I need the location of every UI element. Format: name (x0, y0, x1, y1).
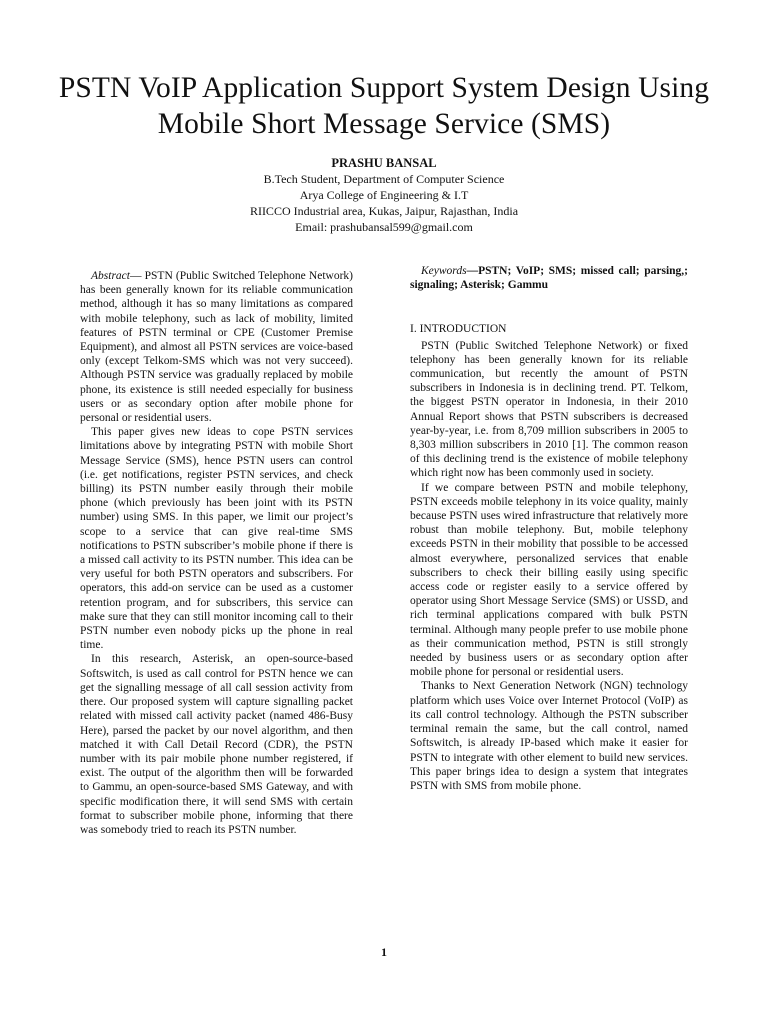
page-number: 1 (381, 945, 387, 959)
paper-title: PSTN VoIP Application Support System Design Using Mobile Short Message Service (SMS) (58, 72, 710, 140)
abstract-paragraph: This paper gives new ideas to cope PSTN services limitations above by integrating PSTN with mobile Short Message Service (SMS), hence PSTN users can control (i.e. get notifications, register PSTN services, and check billing) its PSTN number easily through their mobile phone (which previously has been joint with its PSTN number) using SMS. In this paper, we limit our project’s scope to a service that can give real-time SMS notifications to PSTN subscriber’s mobile phone if there is a missed call activity to its PSTN number. This idea can be very useful for both PSTN operators and subscribers. For operators, this add-on service can be used as a customer retention program, and for subscribers, this service can make sure that they can still monitor incoming call to their PSTN number even nobody picks up the phone in real time. (80, 426, 353, 652)
keywords (410, 264, 688, 292)
right-column (410, 264, 688, 793)
introduction-paragraph: If we compare between PSTN and mobile telephony, PSTN exceeds mobile telephony in its voice quality, mainly because PSTN uses wired infrastructure that relatively more robust than mobile telephony. But, mobile telephony exceeds PSTN in their mobility that possible to be accessed almost everywhere, personalized services that enable subscribers to check their billing easily using specific access code or register easily to a service offered by operator using Short Message Service (SMS) or USSD, and rich terminal applications compared with bulk PSTN terminal. Although many people prefer to use mobile phone as their communication method, PSTN is still strongly needed by business users or as secondary option after mobile phone for personal or residential users. (410, 481, 688, 679)
author-position: B.Tech Student, Department of Computer Science (263, 172, 505, 186)
author-block (0, 155, 768, 235)
keywords-text: —PSTN; VoIP; SMS; missed call; parsing,; signaling; Asterisk; Gammu (410, 265, 688, 292)
abstract-dash: — (129, 270, 145, 282)
author-institution: Arya College of Engineering & I.T (299, 188, 469, 202)
author-address: RIICCO Industrial area, Kukas, Jaipur, Rajasthan, India (249, 204, 519, 218)
left-column (80, 269, 353, 837)
keywords-label: Keywords (421, 265, 467, 277)
abstract-label: Abstract (91, 270, 130, 282)
section-heading-introduction: I. INTRODUCTION (410, 323, 507, 336)
author-email: Email: prashubansal599@gmail.com (295, 220, 473, 234)
introduction-paragraph: Thanks to Next Generation Network (NGN) technology platform which uses Voice over Internet Protocol (VoIP) as its call control technology. Although the PSTN subscriber terminal remain the same, but the call control, named Softswitch, is already IP-based which make it easier for PSTN to integrate with other element to build new services. This paper brings idea to design a system that integrates PSTN with SMS from mobile phone. (410, 680, 688, 792)
author-name: PRASHU BANSAL (331, 156, 437, 170)
abstract-paragraph (80, 269, 353, 425)
abstract-text: PSTN (Public Switched Telephone Network) has been generally known for its reliable communication method, although it has so many limitations as compared with mobile telephony, such as lack of mobility, limited features of PSTN terminal or CPE (Customer Premise Equipment), and almost all PSTN services are voice-based only (except Telkom-SMS which was not very succeed). Although PSTN service was gradually replaced by mobile phone, its existence is still needed especially for business users or as secondary option after mobile phone for personal or residential users. (80, 270, 353, 425)
abstract-paragraph: In this research, Asterisk, an open-source-based Softswitch, is used as call control for PSTN hence we can get the signalling message of all call session activity from there. Our proposed system will capture signalling packet related with missed call activity packet (named 486-Busy Here), parsed the packet by our novel algorithm, and then matched it with Call Detail Record (CDR), the PSTN number with its pair mobile phone number registered, if exist. The output of the algorithm then will be forwarded to Gammu, an open-source-based SMS Gateway, and with specific modification there, it will send SMS with certain format to subscriber mobile phone, informing that there was somebody tried to reach its PSTN number. (80, 653, 353, 836)
introduction-paragraph: PSTN (Public Switched Telephone Network) or fixed telephony has been generally known for its reliable communication, but recently the amount of PSTN subscribers in Indonesia is in declining trend. PT. Telkom, the biggest PSTN operator in Indonesia, in their 2010 Annual Report shows that PSTN subscribers is decreased year-by-year, i.e. from 8,709 million subscribers in 2005 to 8,303 million subscribers in 2010 [1]. The common reason of this declining trend is the existence of mobile telephony which right now has been commonly used in society. (410, 339, 688, 480)
